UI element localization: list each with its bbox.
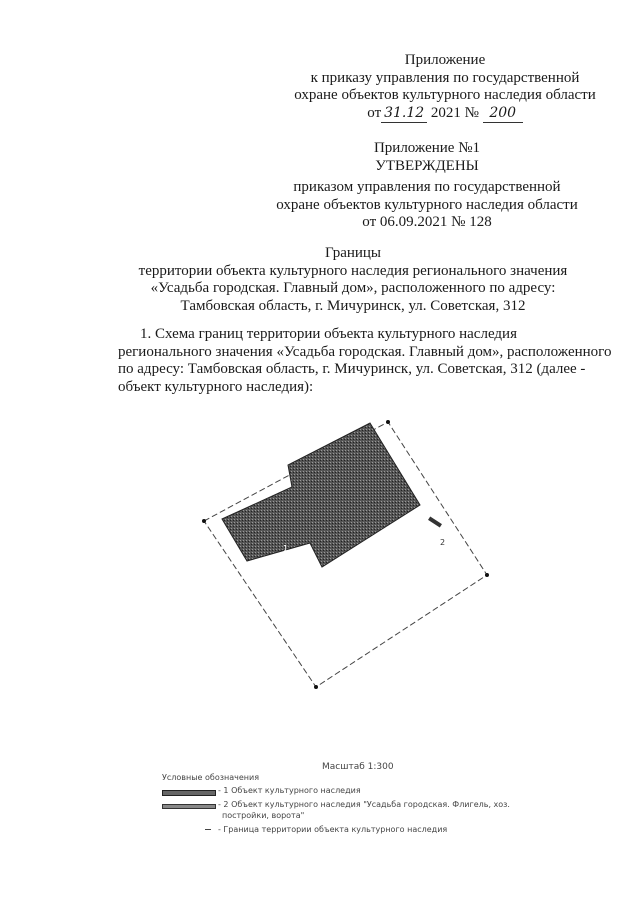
paragraph-line-1: 1. Схема границ территории объекта культурного наследия <box>140 326 517 342</box>
scheme-label-1: 1 <box>283 544 289 553</box>
paragraph-line-4: объект культурного наследия): <box>118 378 314 395</box>
legend-swatch-1 <box>162 790 216 796</box>
approved-heading: УТВЕРЖДЕНЫ <box>375 157 479 174</box>
boundaries-line-2: «Усадьба городская. Главный дом», расположенного по адресу: <box>150 280 556 296</box>
boundaries-line-1: территории объекта культурного наследия регионального значения <box>138 262 568 279</box>
legend-title: Условные обозначения <box>162 773 260 782</box>
outbuilding-strip <box>428 517 442 528</box>
appendix-line-1: к приказу управления по государственной <box>310 69 580 86</box>
number-sign: № <box>464 104 479 121</box>
scale-label: Масштаб 1:300 <box>322 762 394 772</box>
paragraph-line-2: регионального значения «Усадьба городская. Главный дом», расположенного <box>118 343 612 360</box>
legend-swatch-2 <box>162 804 216 809</box>
annex-number: Приложение №1 <box>373 140 481 156</box>
boundaries-title: Границы <box>324 245 382 261</box>
appendix-line-2: охране объектов культурного наследия области <box>294 87 596 103</box>
date-year: 2021 <box>430 104 461 121</box>
legend-item-2b: постройки, ворота" <box>222 811 305 820</box>
legend-item-3: - Граница территории объекта культурного наследия <box>218 825 448 834</box>
legend-swatch-3 <box>205 829 211 830</box>
handwritten-date: 31.12 <box>381 105 427 124</box>
approved-line-3: от 06.09.2021 № 128 <box>362 214 492 230</box>
approved-line-2: охране объектов культурного наследия области <box>276 196 578 213</box>
scheme-label-2: 2 <box>440 538 446 547</box>
legend-item-2a: - 2 Объект культурного наследия "Усадьба городская. Флигель, хоз. <box>218 800 510 809</box>
handwritten-number: 200 <box>483 105 523 124</box>
paragraph-line-3: по адресу: Тамбовская область, г. Мичуринск, ул. Советская, 312 (далее - <box>118 361 586 377</box>
appendix-title: Приложение <box>404 52 486 68</box>
legend-item-1: - 1 Объект культурного наследия <box>218 786 361 795</box>
approved-line-1: приказом управления по государственной <box>293 179 561 195</box>
date-prefix: от <box>367 104 382 121</box>
boundaries-line-3: Тамбовская область, г. Мичуринск, ул. Советская, 312 <box>180 297 526 314</box>
